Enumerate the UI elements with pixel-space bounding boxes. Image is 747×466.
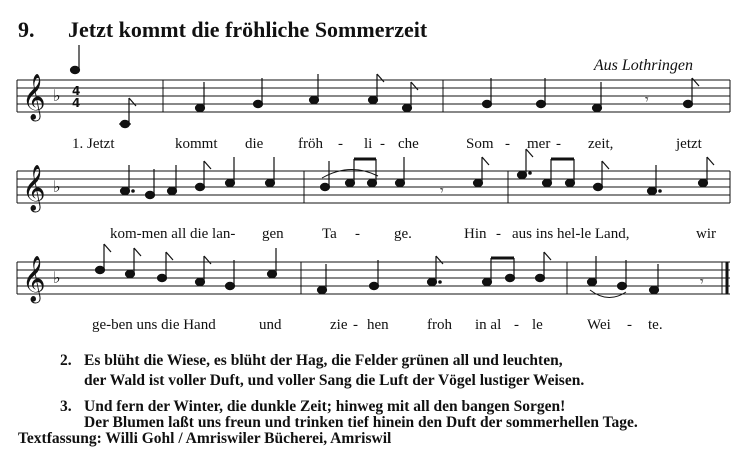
lyric-hyphen: - [380, 136, 385, 152]
verse-line: der Wald ist voller Duft, und voller Sang die Luft der Vögel lustiger Weisen. [84, 372, 585, 389]
lyric-syllable: ge-ben uns die Hand [92, 317, 216, 333]
lyric-syllable: le [532, 317, 543, 333]
lyric-hyphen: - [496, 226, 501, 242]
song-origin: Aus Lothringen [593, 57, 693, 74]
lyric-syllable: gen [262, 226, 284, 242]
lyric-hyphen: - [338, 136, 343, 152]
svg-text:𝄾: 𝄾 [700, 275, 704, 290]
lyric-hyphen: - [505, 136, 510, 152]
flat-icon: ♭ [53, 86, 61, 105]
lyric-hyphen: - [355, 226, 360, 242]
verse-line: Der Blumen laßt uns freun und trinken tief hinein den Duft der sommerhellen Tage. [84, 414, 638, 431]
svg-text:𝄾: 𝄾 [645, 93, 649, 108]
verse-line: Es blüht die Wiese, es blüht der Hag, die Felder grünen all und leuchten, [84, 352, 563, 369]
lyric-syllable: Wei [587, 317, 611, 333]
time-signature-bottom: 4 [72, 96, 81, 110]
lyric-syllable: te. [648, 317, 663, 333]
lyric-syllable: in al [475, 317, 502, 333]
flat-icon: ♭ [53, 268, 61, 287]
lyric-syllable: jetzt [676, 136, 702, 152]
lyric-hyphen: - [514, 317, 519, 333]
verse-line: Und fern der Winter, die dunkle Zeit; hinweg mit all den bangen Sorgen! [84, 398, 566, 415]
song-title: Jetzt kommt die fröhliche Sommerzeit [68, 17, 428, 42]
lyric-syllable: die [245, 136, 264, 152]
notes-staff-2 [121, 149, 715, 199]
notes-staff-3 [96, 244, 705, 298]
lyric-syllable: zeit, [588, 136, 614, 152]
lyric-syllable: wir [696, 226, 716, 242]
lyric-syllable: zie [330, 317, 348, 333]
time-signature-top: 4 [72, 84, 81, 98]
lyric-hyphen: - [627, 317, 632, 333]
song-number: 9. [18, 17, 35, 42]
lyric-syllable: hen [367, 317, 389, 333]
lyric-syllable: li [364, 136, 373, 152]
treble-clef-icon: 𝄞 [22, 74, 46, 120]
lyric-syllable: kommt [175, 136, 218, 152]
lyric-syllable: froh [427, 317, 452, 333]
verse-number: 2. [60, 352, 72, 369]
verse-number: 3. [60, 398, 72, 415]
notes-staff-1 [71, 45, 700, 128]
lyric-syllable: aus ins hel-le Land, [512, 226, 630, 242]
lyric-syllable: Hin [464, 226, 487, 242]
lyric-syllable: Som [466, 136, 494, 152]
treble-clef-icon: 𝄞 [22, 165, 46, 211]
lyric-hyphen: - [556, 136, 561, 152]
lyric-syllable: Ta [322, 226, 337, 242]
lyric-syllable: 1. Jetzt [72, 136, 115, 152]
lyric-syllable: ge. [394, 226, 412, 242]
lyric-syllable: fröh [298, 136, 323, 152]
lyric-syllable: che [398, 136, 419, 152]
lyric-syllable: und [259, 317, 282, 333]
flat-icon: ♭ [53, 177, 61, 196]
text-credits: Textfassung: Willi Gohl / Amriswiler Bücherei, Amriswil [18, 430, 392, 447]
lyric-syllable: kom-men all die lan- [110, 226, 236, 242]
treble-clef-icon: 𝄞 [22, 256, 46, 302]
lyric-hyphen: - [353, 317, 358, 333]
svg-text:𝄾: 𝄾 [440, 184, 444, 199]
lyric-syllable: mer [527, 136, 551, 152]
